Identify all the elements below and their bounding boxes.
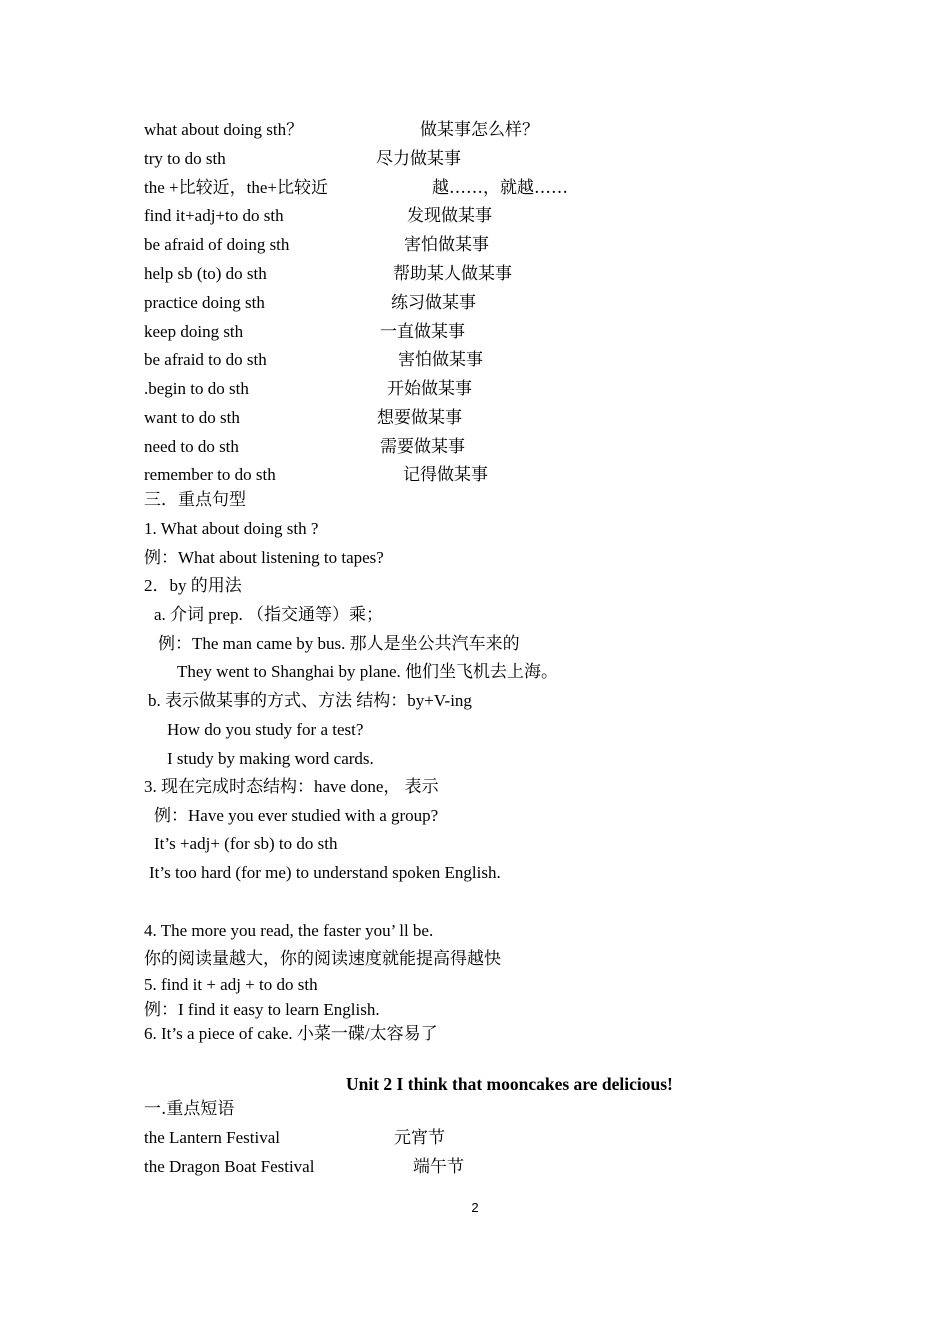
example-line: It’s too hard (for me) to understand spoken English. xyxy=(149,863,501,882)
phrase-cn: 尽力做某事 xyxy=(376,149,461,169)
phrase-cn: 记得做某事 xyxy=(403,465,488,485)
phrase-en: want to do sth xyxy=(144,408,240,427)
phrase-cn: 发现做某事 xyxy=(407,206,492,226)
phrase-en: remember to do sth xyxy=(144,465,276,484)
example-line: How do you study for a test? xyxy=(167,720,364,739)
phrase-en: .begin to do sth xyxy=(144,379,249,398)
phrase-en: the +比较近，the+比较近 xyxy=(144,178,328,197)
phrase-en: be afraid of doing sth xyxy=(144,235,290,254)
phrase-en: try to do sth xyxy=(144,149,226,168)
usage-line: a. 介词 prep. （指交通等）乘； xyxy=(154,605,384,624)
pattern-line: 2．by 的用法 xyxy=(144,576,242,595)
unit-title: Unit 2 I think that mooncakes are delicious! xyxy=(346,1074,673,1094)
phrase-en: practice doing sth xyxy=(144,293,265,312)
example-line: 例：Have you ever studied with a group? xyxy=(154,806,439,825)
phrase-cn: 帮助某人做某事 xyxy=(393,264,512,284)
pattern-line: 4. The more you read, the faster you’ ll be. xyxy=(144,921,434,940)
phrase-en: the Dragon Boat Festival xyxy=(144,1157,315,1176)
phrase-cn: 需要做某事 xyxy=(380,437,465,457)
phrase-en: need to do sth xyxy=(144,437,239,456)
translation-line: 你的阅读量越大，你的阅读速度就能提高得越快 xyxy=(144,949,501,968)
pattern-line: 3. 现在完成时态结构：have done， 表示 xyxy=(144,777,439,796)
phrase-en: what about doing sth？ xyxy=(144,120,304,139)
section-heading: 一.重点短语 xyxy=(144,1099,235,1119)
example-line: 例：I find it easy to learn English. xyxy=(144,1000,380,1019)
usage-line: b. 表示做某事的方式、方法 结构：by+V-ing xyxy=(148,691,472,710)
page-number: 2 xyxy=(471,1200,479,1215)
pattern-line: 1. What about doing sth ? xyxy=(144,519,319,538)
phrase-cn: 一直做某事 xyxy=(380,322,465,342)
phrase-cn: 越……，就越…… xyxy=(432,178,568,198)
pattern-line: It’s +adj+ (for sb) to do sth xyxy=(154,834,338,853)
phrase-en: be afraid to do sth xyxy=(144,350,267,369)
phrase-cn: 害怕做某事 xyxy=(398,350,483,370)
example-line: I study by making word cards. xyxy=(167,749,374,768)
phrase-en: keep doing sth xyxy=(144,322,244,341)
phrase-cn: 开始做某事 xyxy=(387,379,472,399)
phrase-en: the Lantern Festival xyxy=(144,1128,280,1147)
phrase-en: find it+adj+to do sth xyxy=(144,206,284,225)
phrase-cn: 做某事怎么样？ xyxy=(420,120,539,140)
phrase-cn: 想要做某事 xyxy=(377,408,462,428)
section-heading: 三．重点句型 xyxy=(144,490,246,510)
example-line: They went to Shanghai by plane. 他们坐飞机去上海。 xyxy=(177,662,559,681)
pattern-line: 6. It’s a piece of cake. 小菜一碟/太容易了 xyxy=(144,1024,438,1043)
phrase-cn: 端午节 xyxy=(413,1157,464,1177)
phrase-en: help sb (to) do sth xyxy=(144,264,267,283)
example-line: 例：The man came by bus. 那人是坐公共汽车来的 xyxy=(158,634,520,653)
pattern-line: 5. find it + adj + to do sth xyxy=(144,975,318,994)
phrase-cn: 元宵节 xyxy=(394,1128,445,1148)
example-line: 例：What about listening to tapes? xyxy=(144,548,384,567)
phrase-cn: 害怕做某事 xyxy=(404,235,489,255)
phrase-cn: 练习做某事 xyxy=(391,293,476,313)
